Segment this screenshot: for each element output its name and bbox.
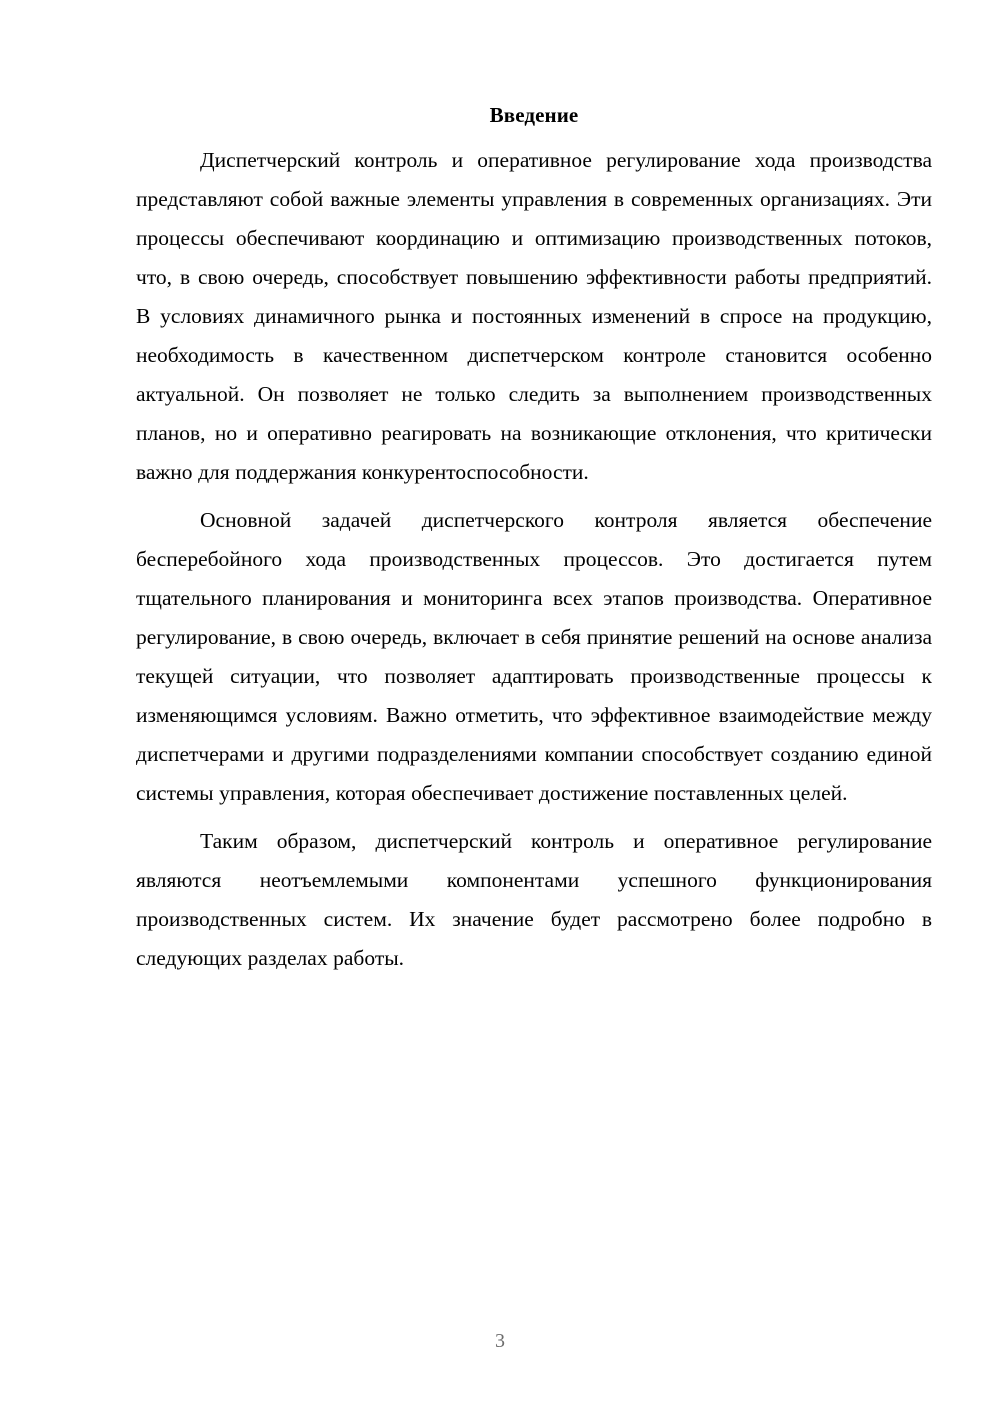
paragraph-3: Таким образом, диспетчерский контроль и оперативное регулирование являются неотъемлемыми компонентами успешного функционирования производственных систем. Их значение будет рассмотрено более подробно в следующих разделах работы. [136,829,932,970]
paragraph-1: Диспетчерский контроль и оперативное регулирование хода производства представляют собой важные элементы управления в современных организациях. Эти процессы обеспечивают координацию и оптимизацию производственных потоков, что, в свою очередь, способствует повышению эффективности работы предприятий. В условиях динамичного рынка и постоянных изменений в спросе на продукцию, необходимость в качественном диспетчерском контроле становится особенно актуальной. Он позволяет не только следить за выполнением производственных планов, но и оперативно реагировать на возникающие отклонения, что критически важно для поддержания конкурентоспособности. [136,148,932,484]
paragraph-2: Основной задачей диспетчерского контроля является обеспечение бесперебойного хода производственных процессов. Это достигается путем тщательного планирования и мониторинга всех этапов производства. Оперативное регулирование, в свою очередь, включает в себя принятие решений на основе анализа текущей ситуации, что позволяет адаптировать производственные процессы к изменяющимся условиям. Важно отметить, что эффективное взаимодействие между диспетчерами и другими подразделениями компании способствует созданию единой системы управления, которая обеспечивает достижение поставленных целей. [136,508,932,805]
page-number: 3 [495,1330,505,1352]
page-title: Введение [489,103,579,127]
document-body [136,96,932,978]
